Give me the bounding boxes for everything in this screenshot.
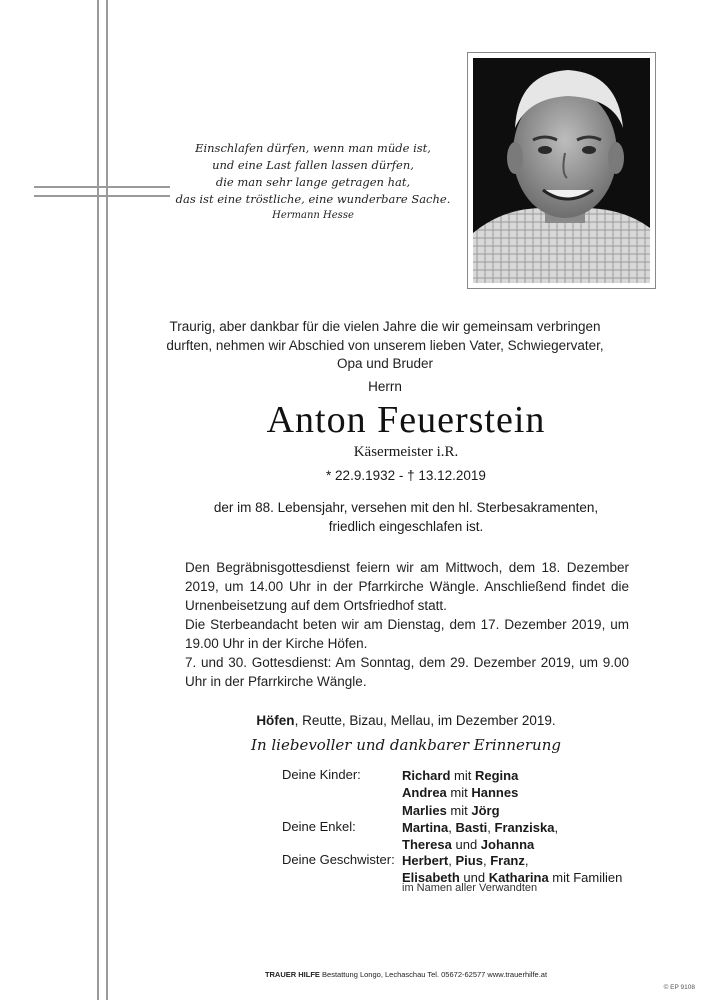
portrait-illustration: [473, 58, 650, 283]
list-item: Andrea mit Hannes: [402, 785, 519, 801]
places-rest: , Reutte, Bizau, Mellau, im Dezember 2019.: [294, 713, 556, 728]
vigil-paragraph: Die Sterbeandacht beten wir am Dienstag, dem 17. Dezember 2019, um 19.00 Uhr in der Kirche Höfen.: [185, 617, 629, 651]
grandchildren-list: [402, 819, 642, 854]
life-dates: * 22.9.1932 - † 13.12.2019: [326, 468, 486, 483]
list-item: Elisabeth und Katharina mit Familien: [402, 870, 623, 886]
quote-line: das ist eine tröstliche, eine wunderbare Sache.: [175, 192, 451, 206]
footer: [150, 970, 662, 979]
footer-brand: TRAUER HILFE: [264, 970, 320, 979]
list-item: Herbert, Pius, Franz,: [402, 853, 529, 868]
deceased-title: Käsermeister i.R.: [353, 444, 459, 460]
list-item: Marlies mit Jörg: [402, 802, 500, 818]
quote-author: Hermann Hesse: [272, 210, 354, 221]
relatives-note: im Namen aller Verwandten: [402, 882, 538, 894]
death-note-line: der im 88. Lebensjahr, versehen mit den hl. Sterbesakramenten,: [213, 500, 599, 515]
death-note: [150, 499, 662, 536]
memorial-mass-paragraph: 7. und 30. Gottesdienst: Am Sonntag, dem 29. Dezember 2019, um 9.00 Uhr in der Pfarrkirche Wängle.: [185, 655, 629, 689]
list-item: Richard mit Regina: [402, 768, 519, 783]
cross-vertical-line-left: [97, 0, 99, 1000]
intro-text: [150, 318, 620, 374]
place-first: Höfen: [256, 713, 295, 728]
death-note-line: friedlich eingeschlafen ist.: [328, 518, 484, 534]
hesse-quote: [168, 140, 458, 223]
portrait-photo-frame: [467, 52, 656, 289]
intro-line: durften, nehmen wir Abschied von unserem lieben Vater, Schwiegervater,: [166, 337, 604, 353]
siblings-label: Deine Geschwister:: [282, 852, 395, 867]
intro-line: Traurig, aber dankbar für die vielen Jahre die wir gemeinsam verbringen: [169, 319, 601, 334]
remembrance-heading: In liebevoller und dankbarer Erinnerung: [251, 736, 561, 754]
portrait-photo: [473, 58, 650, 283]
quote-line: und eine Last fallen lassen dürfen,: [212, 158, 414, 172]
intro-line: Opa und Bruder: [336, 356, 434, 371]
cross-horizontal-line-bottom: [34, 195, 170, 197]
grandchildren-label: Deine Enkel:: [282, 819, 356, 834]
children-list: [402, 767, 642, 819]
deceased-name: Anton Feuerstein: [266, 399, 546, 441]
cross-horizontal-line-top: [34, 186, 170, 188]
quote-line: die man sehr lange getragen hat,: [215, 175, 411, 189]
places-and-date: [150, 713, 662, 728]
list-item: Theresa und Johanna: [402, 837, 535, 853]
funeral-service-paragraph: Den Begräbnisgottesdienst feiern wir am Mittwoch, dem 18. Dezember 2019, um 14.00 Uhr in der Pfarrkirche Wängle. Anschließend findet die Urnenbeisetzung auf dem Ortsfriedhof statt.: [185, 560, 629, 613]
salutation: Herrn: [368, 379, 402, 394]
children-label: Deine Kinder:: [282, 767, 361, 782]
footer-text: Bestattung Longo, Lechaschau Tel. 05672-62577 www.trauerhilfe.at: [319, 970, 548, 979]
list-item: Martina, Basti, Franziska,: [402, 820, 559, 835]
quote-line: Einschlafen dürfen, wenn man müde ist,: [195, 141, 431, 155]
cross-vertical-line-right: [106, 0, 108, 1000]
document-code: © EP 9108: [663, 984, 695, 991]
